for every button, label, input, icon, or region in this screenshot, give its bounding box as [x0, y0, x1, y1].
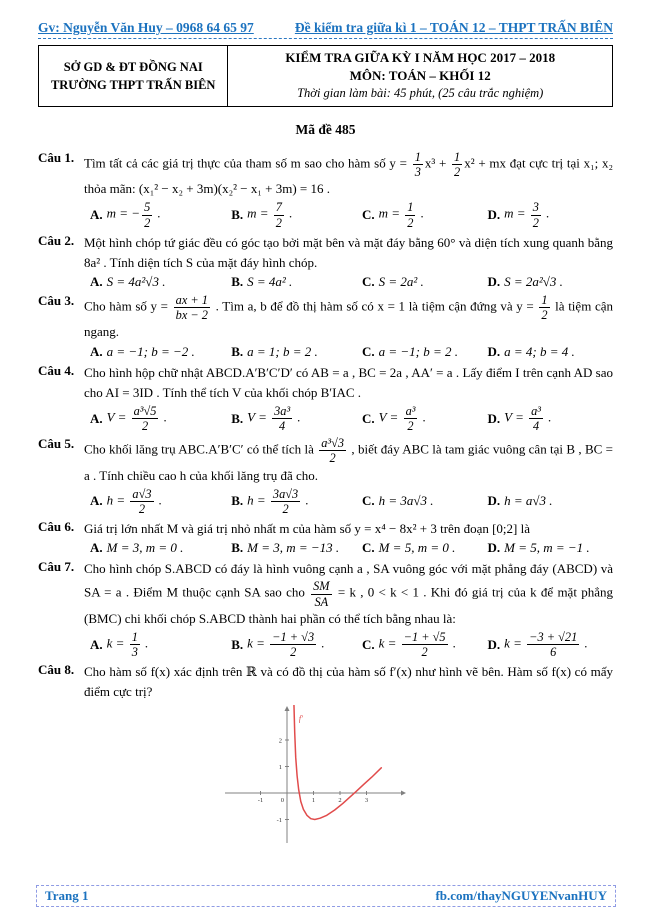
- org-name: SỞ GD & ĐT ĐỒNG NAI: [63, 59, 203, 74]
- option-c: [362, 630, 488, 659]
- option-key: C.: [361, 410, 375, 426]
- option-a: [90, 200, 231, 229]
- question-body: Cho khối lăng trụ ABC.A′B′C′ có thể tích là $\frac{\text{a³√3}}{2}$ , biết đáy ABC là tam giác vuông cân tại B , BC = a . Tính chiều cao h của khối lăng trụ đã cho.: [84, 436, 613, 483]
- question-options: [90, 200, 613, 229]
- option-key: B.: [231, 343, 244, 359]
- option-b: [231, 404, 362, 433]
- option-text: h = 3a√3 .: [378, 493, 434, 509]
- option-key: B.: [231, 540, 244, 556]
- option-c: [362, 200, 488, 229]
- option-d: [487, 404, 613, 433]
- option-d: [487, 344, 613, 360]
- question-options: [90, 404, 613, 433]
- option-text: S = 2a² .: [378, 274, 424, 290]
- option-key: D.: [487, 636, 501, 652]
- page-number: Trang 1: [45, 888, 89, 903]
- question-options: [90, 487, 613, 516]
- org-cell: [39, 46, 228, 107]
- option-key: D.: [487, 410, 501, 426]
- exam-name: KIỂM TRA GIỮA KỲ I NĂM HỌC 2017 – 2018: [285, 50, 556, 65]
- exam-subject: MÔN: TOÁN – KHỐI 12: [349, 68, 491, 84]
- option-text: k = $\frac{1}{3}$ .: [106, 629, 149, 660]
- option-a: [90, 344, 231, 360]
- option-text: M = 3, m = −13 .: [247, 540, 340, 556]
- option-a: [90, 404, 231, 433]
- question-body: Một hình chóp tứ giác đều có góc tạo bởi mặt bên và mặt đáy bằng 60° và diện tích xung quanh bằng 8a² . Tính diện tích S của mặt đáy hình chóp.: [84, 234, 613, 270]
- option-text: k = $\frac{-3 + √21}{6}$ .: [504, 629, 588, 660]
- question-body: Giá trị lớn nhất M và giá trị nhỏ nhất m của hàm số y = x⁴ − 8x² + 3 trên đoạn [0;2] là: [84, 521, 530, 537]
- exam-code: Mã đề 485: [295, 121, 356, 137]
- question-label: Câu 6.: [38, 519, 75, 535]
- question-7: [38, 559, 613, 659]
- option-text: V = $\frac{\text{a³√5}}{2}$ .: [106, 403, 167, 434]
- svg-text:2: 2: [278, 737, 282, 745]
- question-options: [90, 344, 613, 360]
- svg-text:-1: -1: [257, 796, 264, 804]
- exam-duration: Thời gian làm bài: 45 phút, (25 câu trắc nghiệm): [297, 86, 544, 101]
- facebook-link: fb.com/thayNGUYENvanHUY: [435, 888, 607, 903]
- question-options: [90, 540, 613, 556]
- option-text: k = $\frac{-1 + √3}{2}$ .: [247, 629, 325, 660]
- option-text: m = − $\frac{5}{2}$ .: [106, 200, 161, 230]
- svg-text:-1: -1: [276, 816, 282, 824]
- doc-header: [38, 20, 613, 39]
- svg-text:1: 1: [278, 763, 282, 771]
- option-text: a = −1; b = −2 .: [106, 343, 195, 359]
- svg-text:3: 3: [364, 796, 369, 804]
- option-text: V = $\frac{\text{a³}}{4}$ .: [504, 403, 552, 434]
- option-b: [231, 344, 362, 360]
- option-c: [362, 344, 488, 360]
- question-3: [38, 293, 613, 360]
- fprime-figure: [225, 705, 613, 847]
- option-text: a = 4; b = 4 .: [504, 343, 575, 359]
- option-text: k = $\frac{-1 + √5}{2}$ .: [378, 629, 457, 660]
- exam-info-table: [38, 45, 613, 107]
- option-text: S = 2a²√3 .: [504, 274, 563, 290]
- option-key: C.: [361, 540, 375, 556]
- option-text: M = 5, m = 0 .: [378, 540, 456, 556]
- option-b: [231, 540, 362, 556]
- option-text: V = $\frac{\text{a³}}{2}$ .: [378, 403, 426, 434]
- option-b: [231, 200, 362, 229]
- question-body: Cho hàm số f(x) xác định trên ℝ và có đồ thị của hàm số f′(x) như hình vẽ bên. Hàm số f(x) có mấy điểm cực trị?: [84, 664, 613, 700]
- question-2: [38, 233, 613, 290]
- question-1: [38, 150, 613, 230]
- option-text: m = $\frac{3}{2}$ .: [504, 200, 550, 230]
- svg-text:0: 0: [280, 796, 284, 804]
- question-body: Tìm tất cả các giá trị thực của tham số m sao cho hàm số y = $\frac{1}{3}$ x³ + $\frac{1}{2}$ x² + mx đạt cực trị tại x₁; x₂ thỏa mãn: (x₁² − x₂ + 3m)(x₂² − x₁ + 3m) = 16 .: [84, 149, 613, 197]
- option-key: C.: [361, 274, 375, 290]
- option-text: M = 5, m = −1 .: [504, 540, 590, 556]
- option-text: h = a√3 .: [504, 493, 553, 509]
- option-key: C.: [361, 493, 375, 509]
- option-key: B.: [231, 274, 244, 290]
- option-b: [231, 630, 362, 659]
- option-text: a = 1; b = 2 .: [247, 343, 318, 359]
- option-key: D.: [487, 343, 501, 359]
- option-c: [362, 493, 488, 509]
- option-a: [90, 540, 231, 556]
- question-label: Câu 7.: [38, 559, 75, 575]
- option-c: [362, 404, 488, 433]
- school-name: TRƯỜNG THPT TRẤN BIÊN: [50, 77, 216, 92]
- svg-text:1: 1: [311, 796, 316, 804]
- question-label: Câu 3.: [38, 293, 75, 309]
- option-key: A.: [90, 636, 103, 652]
- option-text: h = $\frac{a√3}{2}$ .: [106, 486, 163, 516]
- option-key: A.: [90, 343, 103, 359]
- option-key: A.: [90, 540, 103, 556]
- question-label: Câu 8.: [38, 662, 75, 678]
- question-body: Cho hình hộp chữ nhật ABCD.A′B′C′D′ có AB = a , BC = 2a , AA′ = a . Lấy điểm I trên cạnh AD sao cho AI = 3ID . Tính thể tích V của khối chóp B′IAC .: [84, 364, 613, 400]
- option-text: m = $\frac{1}{2}$ .: [378, 200, 424, 230]
- option-a: [90, 630, 231, 659]
- question-body: Cho hàm số y = $\frac{ax + 1}{bx - 2}$ . Tìm a, b để đồ thị hàm số có x = 1 là tiệm cận đứng và y = $\frac{1}{2}$ là tiệm cận ngang.: [84, 293, 613, 340]
- header-teacher-info: Gv: Nguyễn Văn Huy – 0968 64 65 97: [38, 20, 254, 35]
- option-key: D.: [487, 493, 501, 509]
- option-key: C.: [361, 343, 375, 359]
- option-text: S = 4a²√3 .: [106, 274, 166, 290]
- question-body: Cho hình chóp S.ABCD có đáy là hình vuông cạnh a , SA vuông góc với mặt phẳng đáy (ABCD) và SA = a . Điểm M thuộc cạnh SA sao cho $\frac{SM}{SA}$ = k , 0 < k < 1 . Khi đó giá trị của k để mặt phẳng (BMC) chi khối chóp S.ABCD thành hai phần có thể tích bằng nhau là:: [84, 561, 613, 626]
- question-8: [38, 662, 613, 846]
- fprime-graph: [225, 705, 410, 845]
- question-label: Câu 5.: [38, 436, 75, 452]
- option-c: [362, 274, 488, 290]
- option-d: [487, 540, 613, 556]
- option-key: D.: [487, 207, 501, 223]
- question-6: [38, 519, 613, 556]
- option-d: [487, 274, 613, 290]
- option-a: [90, 274, 231, 290]
- option-d: [487, 493, 613, 509]
- option-key: A.: [90, 410, 103, 426]
- option-d: [487, 200, 613, 229]
- option-b: [231, 487, 362, 516]
- option-key: A.: [90, 207, 103, 223]
- exam-cell: [228, 46, 613, 107]
- question-label: Câu 1.: [38, 149, 75, 165]
- option-key: A.: [90, 493, 103, 509]
- question-options: [90, 630, 613, 659]
- option-key: B.: [231, 207, 244, 223]
- question-list: [38, 150, 613, 847]
- question-label: Câu 2.: [38, 232, 75, 248]
- option-text: a = −1; b = 2 .: [378, 343, 458, 359]
- question-label: Câu 4.: [38, 362, 75, 378]
- option-key: A.: [90, 274, 103, 290]
- header-exam-title: Đề kiểm tra giữa kì 1 – TOÁN 12 – THPT TRẤN BIÊN: [294, 20, 613, 35]
- option-key: B.: [231, 493, 244, 509]
- option-d: [487, 630, 613, 659]
- doc-footer: [36, 885, 616, 907]
- question-options: [90, 274, 613, 290]
- option-c: [362, 540, 488, 556]
- option-text: V = $\frac{\text{3a³}}{4}$ .: [247, 403, 301, 434]
- option-text: S = 4a² .: [247, 274, 293, 290]
- option-key: D.: [487, 274, 501, 290]
- option-text: m = $\frac{7}{2}$ .: [247, 200, 293, 230]
- option-text: h = $\frac{3a√3}{2}$ .: [247, 486, 309, 516]
- option-key: B.: [231, 410, 244, 426]
- question-4: [38, 363, 613, 434]
- svg-text:f': f': [298, 713, 303, 723]
- option-a: [90, 487, 231, 516]
- option-text: M = 3, m = 0 .: [106, 540, 184, 556]
- option-key: B.: [231, 636, 244, 652]
- svg-text:2: 2: [338, 796, 342, 804]
- option-key: C.: [361, 636, 375, 652]
- option-key: C.: [361, 207, 375, 223]
- option-key: D.: [487, 540, 501, 556]
- option-b: [231, 274, 362, 290]
- question-5: [38, 436, 613, 516]
